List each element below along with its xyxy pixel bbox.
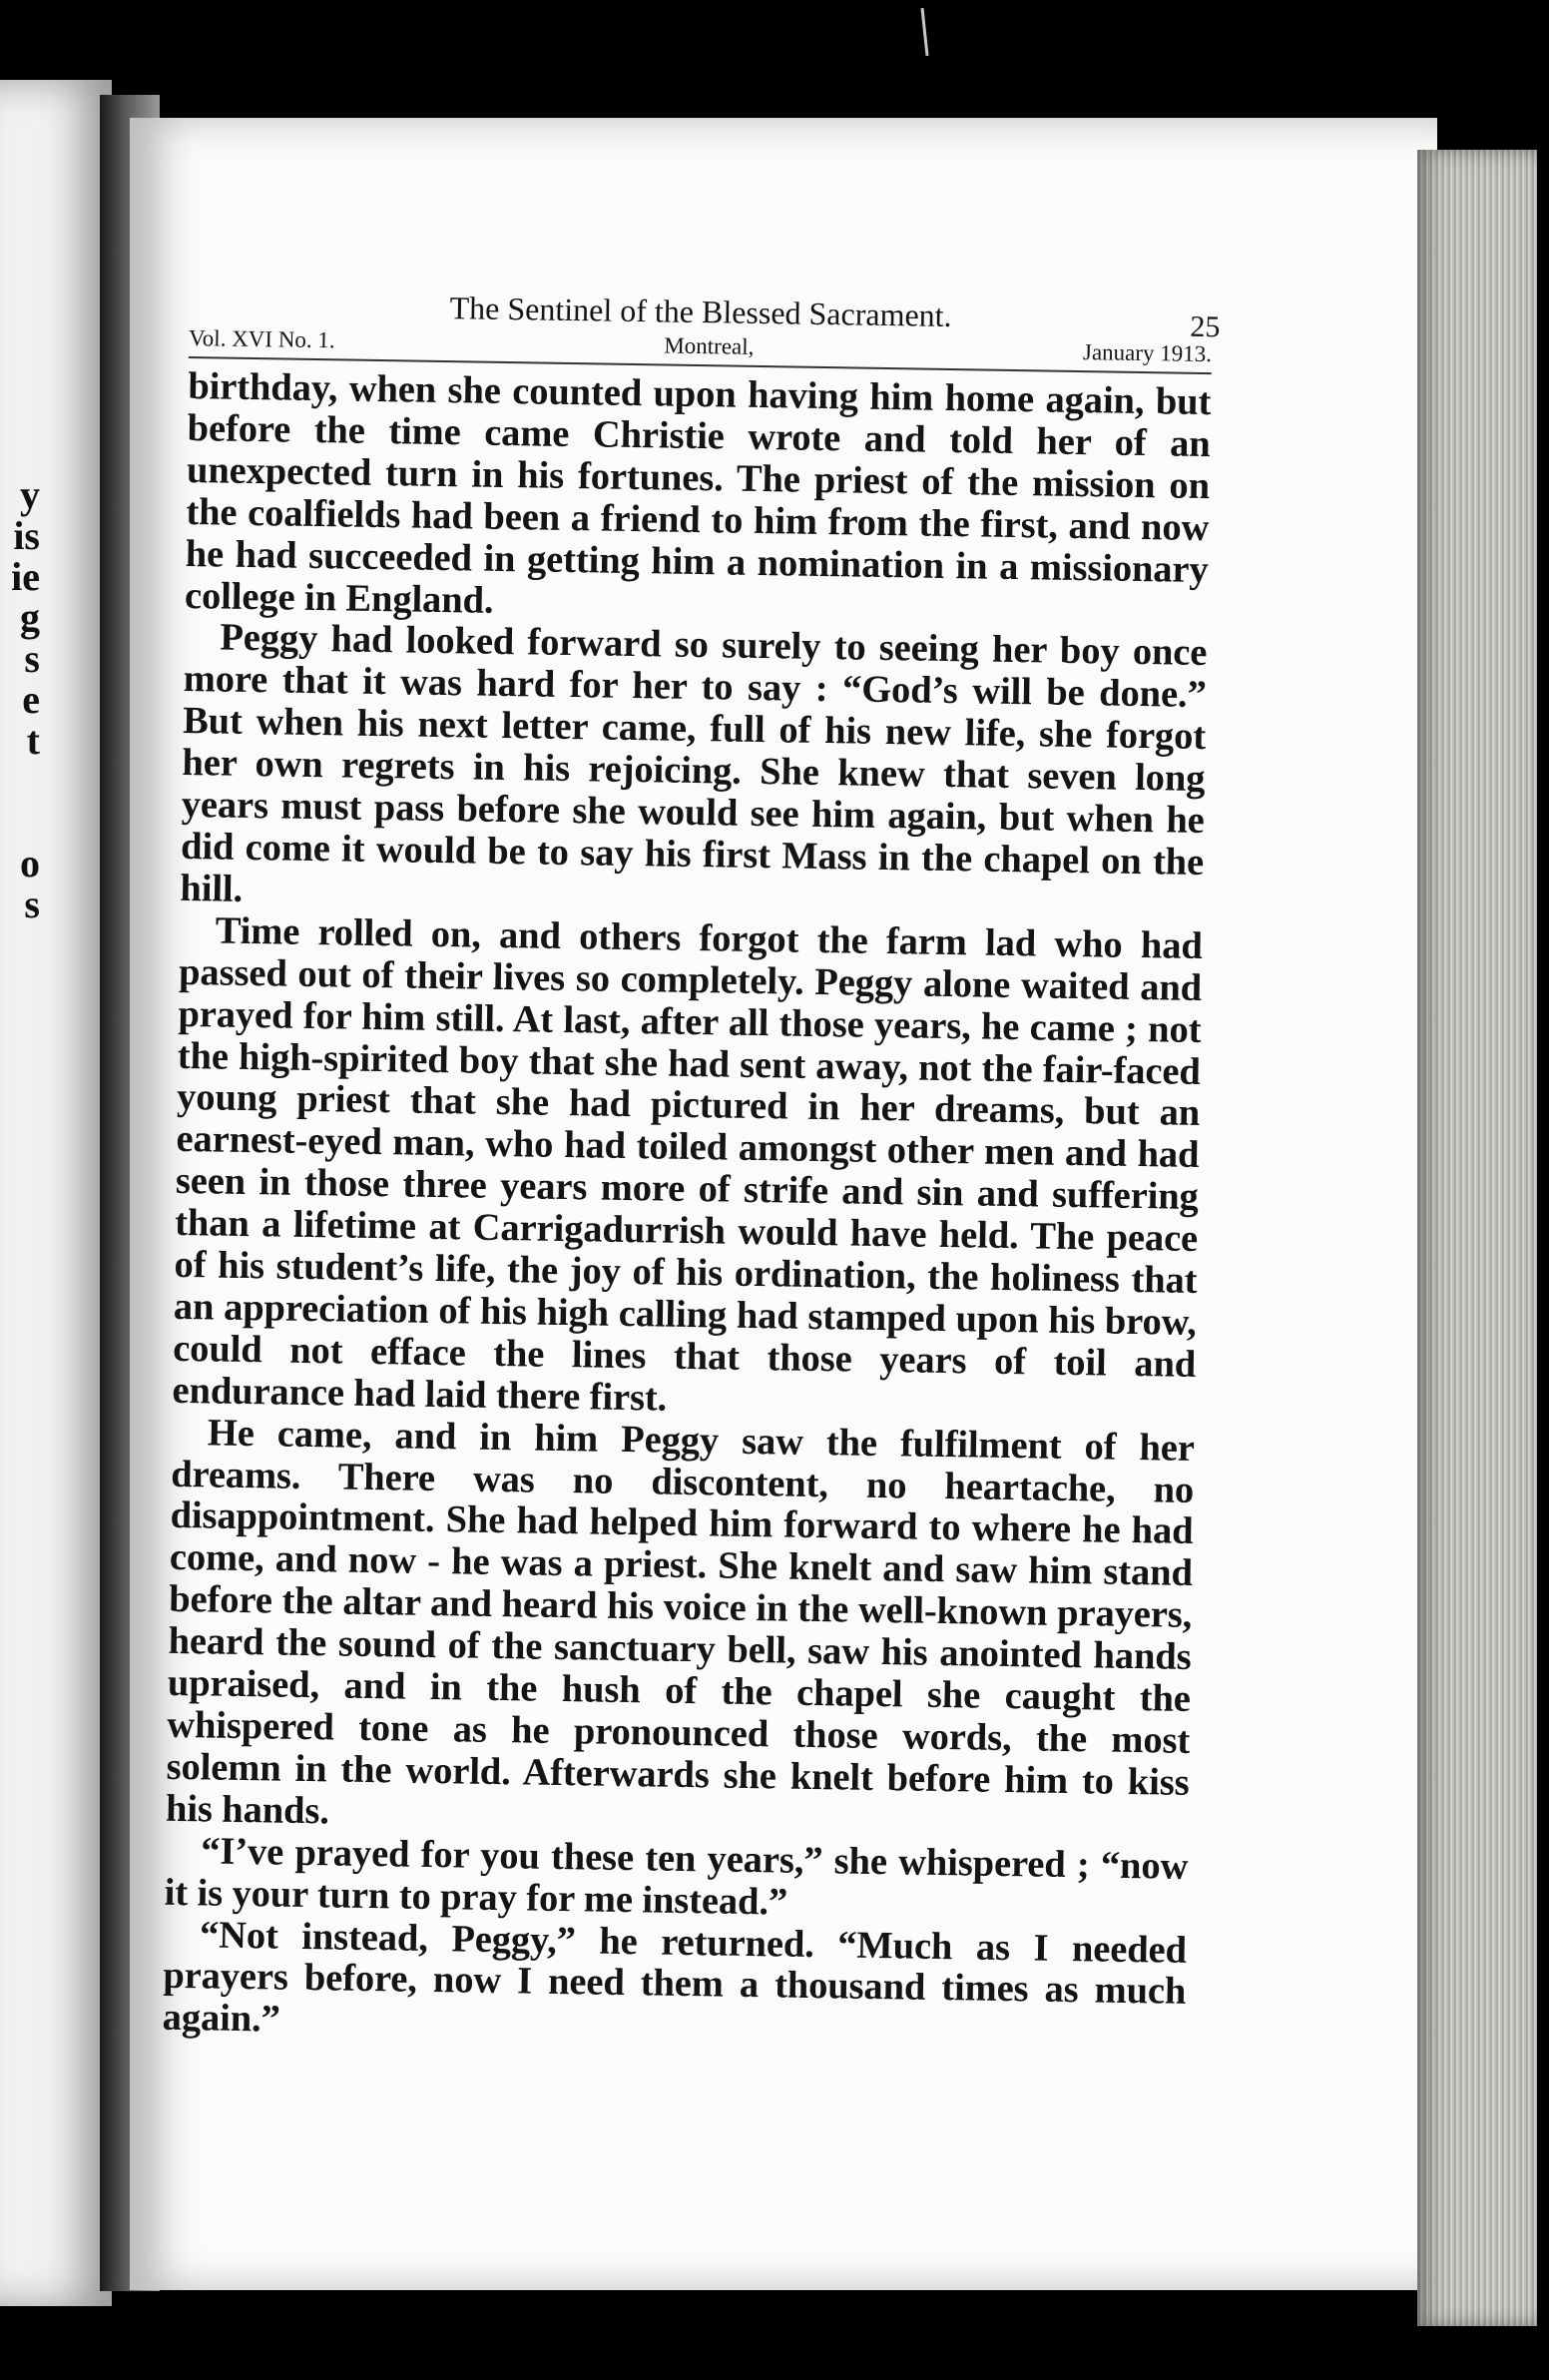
- previous-page-letter: o: [20, 841, 40, 886]
- previous-page-letter: e: [22, 677, 40, 722]
- publication-place: Montreal,: [664, 332, 755, 359]
- previous-page-letter: y: [20, 472, 40, 517]
- previous-page-letter: [0, 802, 40, 843]
- previous-page-letter: g: [20, 595, 40, 640]
- page-content: [162, 285, 1221, 2056]
- body-paragraph: “Not instead, Peggy,” he returned. “Much as I needed prayers before, now I need them a thousand times as much again.”: [162, 1913, 1188, 2041]
- scan-mark: [920, 8, 928, 56]
- previous-page-letter: s: [24, 882, 40, 926]
- previous-page-letter: s: [24, 636, 40, 681]
- previous-page-letter: t: [26, 718, 40, 763]
- body-paragraph: He came, and in him Peggy saw the fulfilment of her dreams. There was no discontent, no heartache, no disappointment. She had helped him forward to where he had come, and now - he was a priest. She knelt and saw him stand before the altar and heard his voice in the well-known prayers, heard the sound of the sanctuary bell, saw his anointed hands upraised, and in the hush of the chapel she caught the whispered tone as he pronounced those words, the most solemn in the world. Afterwards she knelt before him to kiss his hands.: [165, 1412, 1196, 1833]
- body-paragraph: Peggy had looked forward so surely to seeing her boy once more that it was hard for her to say : “God’s will be done.” But when his next letter came, full of his new life, she forgot her own regrets in his rejoicing. She knew that seven long years must pass before she would see him again, but when he did come it would be to say his first Mass in the chapel on the hill.: [180, 616, 1208, 910]
- previous-page-letter: [0, 761, 40, 802]
- body-paragraph: birthday, when she counted upon having him home again, but before the time came Christie wrote and told her of an unexpected turn in his fortunes. The priest of the mission on the coalfields had been a friend to him from the first, and now he had succeeded in getting him a nomination in a missionary college in England.: [184, 364, 1212, 622]
- volume-number: Vol. XVI No. 1.: [188, 324, 335, 353]
- page-edges: [1417, 150, 1537, 2326]
- previous-page-edge: [0, 80, 112, 2306]
- page-number: 25: [1190, 309, 1221, 344]
- previous-page-letter: is: [13, 513, 40, 558]
- body-paragraph: “I’ve prayed for you these ten years,” she whispered ; “now it is your turn to pray for me instead.”: [164, 1830, 1189, 1924]
- previous-page-letter: ie: [11, 554, 40, 599]
- issue-date: January 1913.: [1082, 339, 1213, 367]
- journal-title: The Sentinel of the Blessed Sacrament.: [449, 290, 952, 333]
- previous-page-letters: [0, 474, 40, 924]
- body-paragraph: Time rolled on, and others forgot the farm lad who had passed out of their lives so completely. Peggy alone waited and prayed for him still. At last, after all those years, he came ; not the high-spirited boy that she had sent away, not the fair-faced young priest that she had pictured in her dreams, but an earnest-eyed man, who had toiled amongst other men and had seen in those three years more of strife and sin and suffering than a lifetime at Carrigadurrish would have held. The peace of his student’s life, the joy of his ordination, the holiness that an appreciation of his high calling had stamped upon his brow, could not efface the lines that those years of toil and endurance had laid there first.: [172, 909, 1204, 1420]
